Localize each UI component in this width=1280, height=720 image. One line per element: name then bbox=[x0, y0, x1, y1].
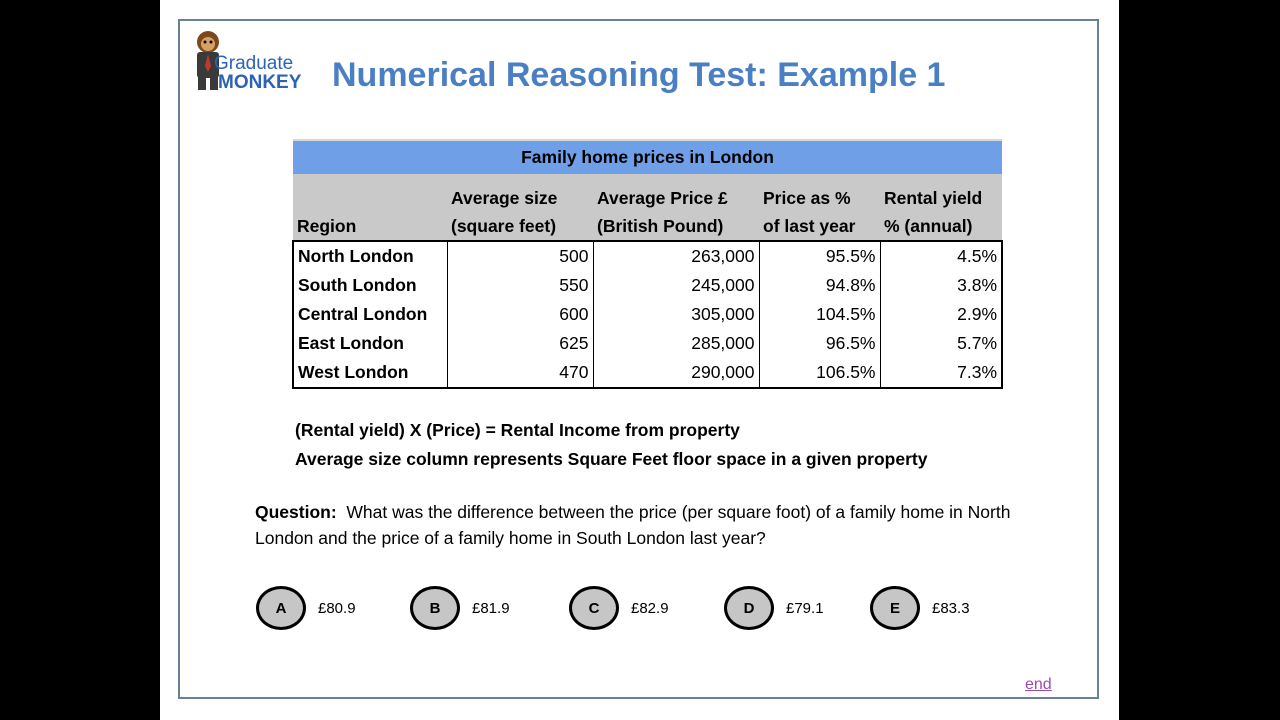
value-cell: 470 bbox=[447, 358, 593, 388]
option-button[interactable]: E bbox=[870, 586, 920, 630]
region-cell: Central London bbox=[293, 300, 447, 329]
value-cell: 600 bbox=[447, 300, 593, 329]
option-value: £81.9 bbox=[472, 600, 510, 617]
column-header-line2: (British Pound) bbox=[597, 216, 724, 236]
formula-note: (Rental yield) X (Price) = Rental Income from property bbox=[295, 420, 740, 440]
value-cell: 625 bbox=[447, 329, 593, 358]
column-header bbox=[593, 174, 759, 241]
value-cell: 4.5% bbox=[880, 241, 1002, 271]
value-cell: 3.8% bbox=[880, 271, 1002, 300]
question-text bbox=[255, 499, 1015, 551]
question-label: Question: bbox=[255, 502, 337, 522]
value-cell: 94.8% bbox=[759, 271, 880, 300]
value-cell: 104.5% bbox=[759, 300, 880, 329]
value-cell: 285,000 bbox=[593, 329, 759, 358]
option-button[interactable]: B bbox=[410, 586, 460, 630]
value-cell: 263,000 bbox=[593, 241, 759, 271]
slide bbox=[160, 0, 1119, 720]
option-button[interactable]: A bbox=[256, 586, 306, 630]
option-value: £83.3 bbox=[932, 600, 970, 617]
value-cell: 305,000 bbox=[593, 300, 759, 329]
option-value: £80.9 bbox=[318, 600, 356, 617]
column-header bbox=[759, 174, 880, 241]
table-row bbox=[293, 329, 1002, 358]
table-caption: Family home prices in London bbox=[293, 140, 1002, 174]
table-row bbox=[293, 300, 1002, 329]
page-title: Numerical Reasoning Test: Example 1 bbox=[332, 56, 946, 94]
svg-text:Graduate: Graduate bbox=[214, 53, 294, 74]
question-body: What was the difference between the price (per square foot) of a family home in North London and the price of a family home in South London last year? bbox=[255, 502, 1011, 548]
column-header bbox=[880, 174, 1002, 241]
column-header-line2: (square feet) bbox=[451, 216, 557, 236]
region-cell: West London bbox=[293, 358, 447, 388]
svg-text:MONKEY: MONKEY bbox=[218, 72, 302, 93]
column-header-line1: Rental yield bbox=[884, 188, 983, 208]
column-header-line1: Average Price £ bbox=[597, 188, 728, 208]
value-cell: 106.5% bbox=[759, 358, 880, 388]
option-value: £79.1 bbox=[786, 600, 824, 617]
column-header-line2: % (annual) bbox=[884, 216, 973, 236]
value-cell: 245,000 bbox=[593, 271, 759, 300]
column-header-line2: of last year bbox=[763, 216, 856, 236]
column-header-line1 bbox=[297, 184, 443, 212]
option-value: £82.9 bbox=[631, 600, 669, 617]
option-button[interactable]: D bbox=[724, 586, 774, 630]
value-cell: 550 bbox=[447, 271, 593, 300]
table-row bbox=[293, 271, 1002, 300]
region-cell: North London bbox=[293, 241, 447, 271]
value-cell: 5.7% bbox=[880, 329, 1002, 358]
table-row bbox=[293, 241, 1002, 271]
end-link[interactable]: end bbox=[1025, 676, 1052, 693]
value-cell: 2.9% bbox=[880, 300, 1002, 329]
table-header-row bbox=[293, 174, 1002, 241]
column-header-line1: Average size bbox=[451, 188, 558, 208]
option-button[interactable]: C bbox=[569, 586, 619, 630]
region-cell: South London bbox=[293, 271, 447, 300]
value-cell: 290,000 bbox=[593, 358, 759, 388]
value-cell: 96.5% bbox=[759, 329, 880, 358]
column-header-line1: Price as % bbox=[763, 188, 851, 208]
column-header-line2: Region bbox=[297, 216, 357, 236]
column-header bbox=[293, 174, 447, 241]
table-row bbox=[293, 358, 1002, 388]
size-note: Average size column represents Square Feet floor space in a given property bbox=[295, 449, 928, 469]
value-cell: 7.3% bbox=[880, 358, 1002, 388]
value-cell: 95.5% bbox=[759, 241, 880, 271]
column-header bbox=[447, 174, 593, 241]
home-prices-table bbox=[292, 139, 1003, 389]
value-cell: 500 bbox=[447, 241, 593, 271]
graduate-monkey-logo bbox=[190, 28, 312, 96]
region-cell: East London bbox=[293, 329, 447, 358]
